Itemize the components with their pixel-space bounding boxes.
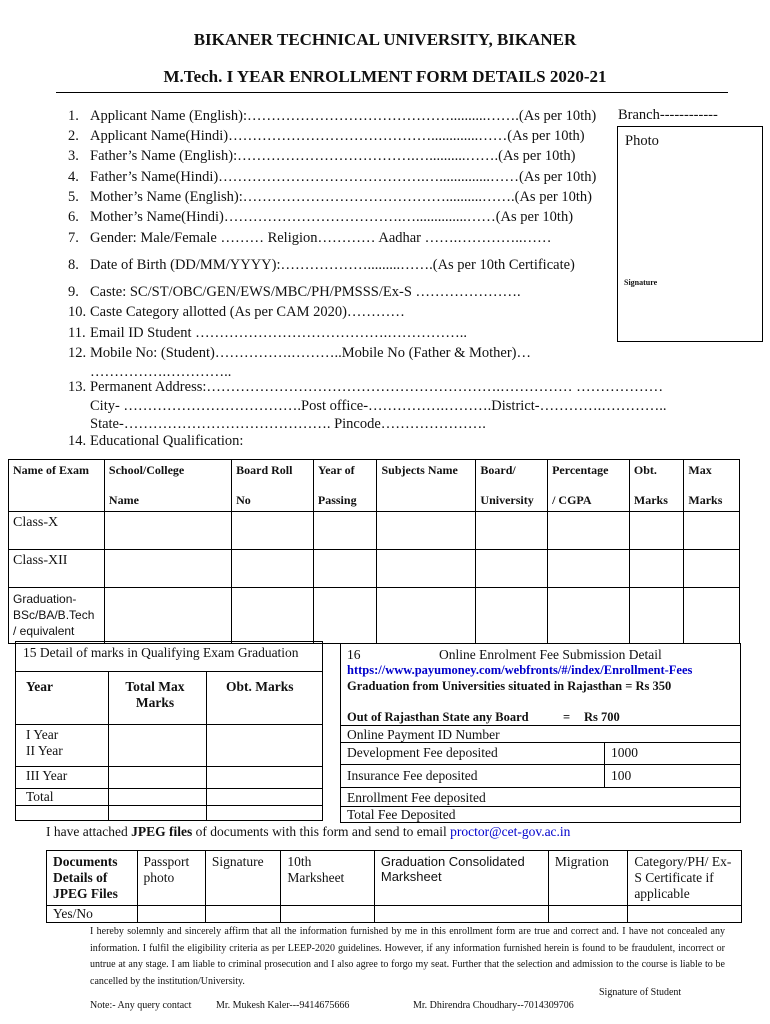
field-text: …………….………….. — [90, 364, 232, 380]
header-year-15: Year — [26, 679, 53, 694]
documents-table — [46, 850, 742, 923]
table-row — [47, 906, 742, 923]
field-text: Mother’s Name (English):……………………………………..........…….(As per 10th) — [90, 189, 592, 205]
field-number: 10. — [68, 304, 87, 320]
form-field-line — [68, 128, 585, 145]
fee-development-label: Development Fee deposited — [347, 745, 498, 760]
form-field-line — [68, 169, 596, 186]
header-obt: Obt. — [633, 463, 657, 477]
form-title: M.Tech. I YEAR ENROLLMENT FORM DETAILS 2020-21 — [163, 67, 607, 86]
field-number: 14. — [68, 433, 87, 449]
documents-header-row — [47, 851, 742, 906]
form-field-line — [68, 398, 667, 415]
header-board: Board/ — [480, 463, 516, 477]
outside-fee-value: Rs 700 — [584, 710, 620, 724]
form-field-line — [68, 108, 596, 125]
field-number: 2. — [68, 128, 79, 144]
outside-fee-label: Out of Rajasthan State any Board — [347, 710, 529, 724]
fee-total-label: Total Fee Deposited — [347, 807, 456, 822]
doc-col-10th: 10th Marksheet — [281, 851, 375, 906]
header-board-roll: Board Roll — [236, 463, 293, 477]
doc-col-graduation: Graduation Consolidated Marksheet — [374, 851, 548, 906]
table-row — [9, 550, 740, 588]
header-percentage: Percentage — [552, 463, 609, 477]
payment-link[interactable]: https://www.payumoney.com/webfronts/#/index/Enrollment-Fees — [347, 663, 693, 677]
row-label-class-x: Class-X — [9, 512, 105, 550]
header-total-max: Total Max Marks — [125, 679, 185, 710]
form-field-line — [68, 257, 575, 274]
education-header-row — [9, 460, 740, 512]
field-text: Applicant Name(Hindi)…………………………………….............……(As per 10th) — [90, 128, 585, 144]
header-year-2: Passing — [317, 493, 357, 507]
form-field-line — [68, 379, 663, 396]
outside-fee-eq: = — [563, 710, 571, 724]
field-number: 4. — [68, 169, 79, 185]
form-field-line — [68, 230, 552, 247]
qualifying-marks-section — [15, 641, 323, 821]
field-number: 7. — [68, 230, 79, 246]
doc-col-details: Documents Details of JPEG Files — [47, 851, 138, 906]
table-row — [9, 588, 740, 644]
field-text: Gender: Male/Female ……… Religion………… Aadhar …….…………..…… — [90, 230, 552, 246]
header-obt-2: Marks — [633, 493, 668, 507]
form-field-line — [68, 325, 467, 342]
university-title: BIKANER TECHNICAL UNIVERSITY, BIKANER — [193, 30, 577, 49]
header-name-of-exam: Name of Exam — [13, 463, 89, 477]
education-table — [8, 459, 740, 644]
field-number: 6. — [68, 209, 79, 225]
row-total: Total — [26, 789, 54, 804]
header-obt-marks: Obt. Marks — [226, 679, 294, 694]
form-field-line — [68, 433, 243, 450]
field-text: Caste Category allotted (As per CAM 2020)………… — [90, 304, 405, 320]
header-school: School/College — [108, 463, 185, 477]
fee-insurance-label: Insurance Fee deposited — [347, 768, 478, 783]
title-underline — [56, 92, 728, 93]
row-label-class-xii: Class-XII — [9, 550, 105, 588]
fee-section — [340, 643, 741, 823]
photo-box — [617, 126, 763, 342]
row-i-year: I Year — [26, 727, 59, 742]
email-link[interactable]: proctor@cet-gov.ac.in — [450, 824, 571, 839]
section15-title: 15 Detail of marks in Qualifying Exam Graduation — [23, 645, 299, 660]
field-number: 1. — [68, 108, 79, 124]
attach-bold: JPEG files — [131, 824, 193, 839]
contact-1: Mr. Mukesh Kaler---9414675666 — [216, 1000, 350, 1011]
row-iii-year: III Year — [26, 768, 68, 783]
field-number: 3. — [68, 148, 79, 164]
doc-col-passport: Passport photo — [137, 851, 205, 906]
signature-label: Signature — [624, 278, 658, 287]
field-text: Mother’s Name(Hindi)……………………………….…..............……(As per 10th) — [90, 209, 574, 225]
section16-number: 16 — [347, 647, 361, 662]
header-year: Year of — [317, 463, 355, 477]
attachment-note — [46, 824, 570, 840]
field-number: 12. — [68, 345, 87, 361]
photo-label: Photo — [625, 133, 659, 149]
attach-pre: I have attached — [46, 824, 132, 839]
form-field-line — [68, 209, 573, 226]
form-field-line — [68, 148, 575, 165]
field-text: Applicant Name (English):……………………………………..........…….(As per 10th) — [90, 108, 597, 124]
contact-2: Mr. Dhirendra Choudhary--7014309706 — [413, 1000, 574, 1011]
form-field-line — [68, 189, 592, 206]
form-field-line — [68, 304, 405, 321]
branch-label: Branch------------ — [618, 107, 718, 123]
field-number: 8. — [68, 257, 79, 273]
field-text: Permanent Address:…………………………………………………….…………… ……………… — [90, 379, 664, 395]
declaration-text: I hereby solemnly and sincerely affirm that all the information furnished by me in this enrollment form are true and correct and. I have not concealed any information. I fulfil the eligibility criteria as per LEEP-2020 guidelines. However, if any information furnished herein is found to be fraudulent, incorrect or untrue at any stage. I am liable to criminal prosecution and I also agree to forgo my seat. Further that the selection and admission to the course is liable to be cancelled by the institution/University. — [90, 926, 725, 987]
header-board-2: University — [480, 493, 534, 507]
header-subjects: Subjects Name — [381, 463, 458, 477]
header-school-2: Name — [108, 493, 139, 507]
fee-enrollment-label: Enrollment Fee deposited — [347, 790, 486, 805]
field-text: Date of Birth (DD/MM/YYYY):……………….........…….(As per 10th Certificate) — [90, 257, 575, 273]
doc-col-signature: Signature — [205, 851, 280, 906]
field-text: Educational Qualification: — [90, 433, 244, 449]
form-field-line — [68, 416, 486, 433]
doc-col-category: Category/PH/ Ex-S Certificate if applicable — [628, 851, 742, 906]
field-text: State-……………………………………. Pincode…………………. — [90, 416, 486, 432]
field-text: Mobile No: (Student)…………….………..Mobile No (Father & Mother)… — [90, 345, 531, 361]
field-text: Father’s Name(Hindi)…………………………………….…..............……(As per 10th) — [90, 169, 597, 185]
header-max: Max — [688, 463, 712, 477]
form-field-line — [68, 345, 531, 362]
field-text: City- ……………………………….Post office-…………….……….District-………….………….. — [90, 398, 667, 414]
field-number: 13. — [68, 379, 87, 395]
field-text: Father’s Name (English):……………………………….…..........…….(As per 10th) — [90, 148, 576, 164]
row-label-graduation: Graduation-BSc/BA/B.Tech / equivalent — [9, 588, 105, 644]
student-signature-label: Signature of Student — [599, 987, 682, 998]
field-number: 9. — [68, 284, 79, 300]
row-ii-year: II Year — [26, 743, 63, 758]
field-text: Caste: SC/ST/OBC/GEN/EWS/MBC/PH/PMSSS/Ex-S …………………. — [90, 284, 521, 300]
field-number: 11. — [68, 325, 86, 341]
attach-mid: of documents with this form and send to email — [192, 824, 451, 839]
header-percentage-2: / CGPA — [552, 493, 592, 507]
header-board-roll-2: No — [236, 493, 251, 507]
rajasthan-fee: Graduation from Universities situated in Rajasthan = Rs 350 — [347, 679, 672, 693]
fee-insurance-value: 100 — [611, 768, 632, 783]
query-note: Note:- Any query contact — [90, 1000, 192, 1011]
yes-no-label: Yes/No — [47, 906, 138, 923]
field-number: 5. — [68, 189, 79, 205]
form-field-line — [68, 284, 521, 301]
fee-payment-id-label: Online Payment ID Number — [347, 727, 500, 742]
field-text: Email ID Student ………………………………….…………….. — [90, 325, 467, 341]
header-max-2: Marks — [688, 493, 723, 507]
section16-title: Online Enrolment Fee Submission Detail — [439, 647, 662, 662]
fee-development-value: 1000 — [611, 745, 638, 760]
doc-col-migration: Migration — [548, 851, 627, 906]
table-row — [9, 512, 740, 550]
